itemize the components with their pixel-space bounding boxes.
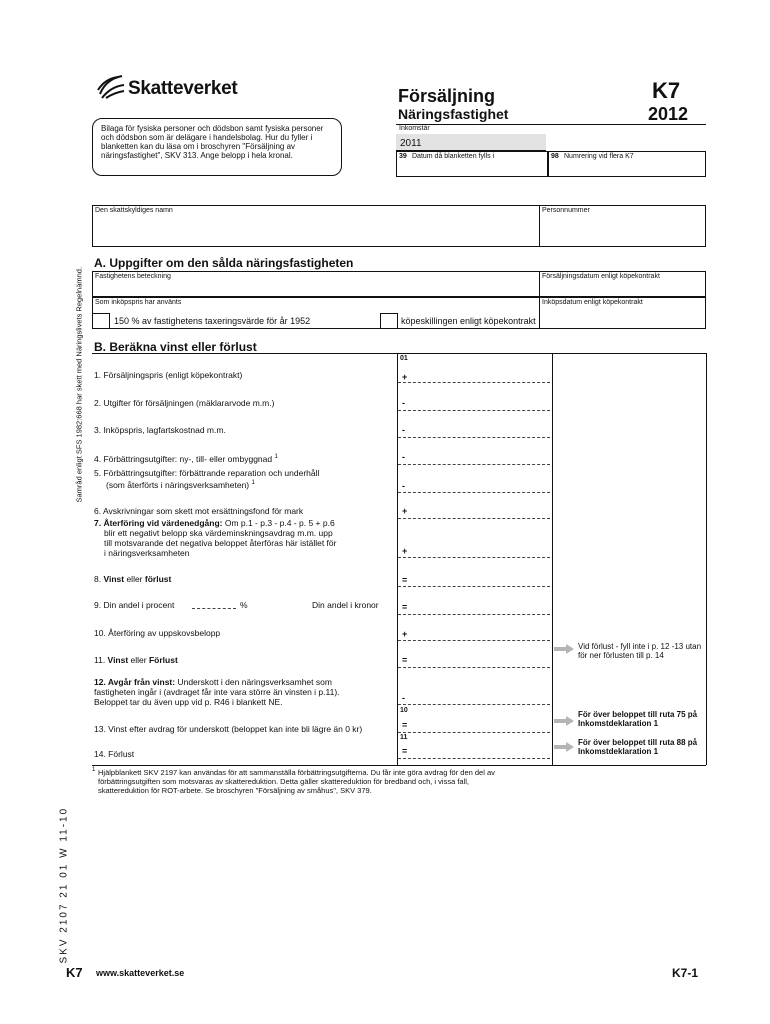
row-9-amount[interactable] bbox=[398, 596, 550, 614]
footer-url[interactable]: www.skatteverket.se bbox=[96, 968, 185, 978]
option-contract-label: köpeskillingen enligt köpekontrakt bbox=[401, 316, 536, 326]
row-13-amount[interactable] bbox=[398, 716, 550, 732]
taxpayer-name-label: Den skattskyldiges namn bbox=[95, 207, 173, 214]
row-10-label: 10. Återföring av uppskovsbelopp bbox=[94, 628, 221, 638]
row-9-percent-sign: % bbox=[240, 600, 248, 610]
row-6-label: 6. Avskrivningar som skett mot ersättningsfond för mark bbox=[94, 506, 304, 516]
row-9-kronor-label: Din andel i kronor bbox=[312, 600, 379, 610]
row-3-amount[interactable] bbox=[398, 419, 550, 437]
row-10-amount[interactable] bbox=[398, 622, 550, 640]
footer-code: K7 bbox=[66, 965, 83, 980]
row-7-amount[interactable] bbox=[398, 538, 550, 556]
row-2-amount[interactable] bbox=[398, 392, 550, 410]
row-9-label: 9. Din andel i procent bbox=[94, 600, 175, 610]
row-8-bold2: förlust bbox=[144, 574, 172, 584]
row-11-bold2: Förlust bbox=[148, 655, 178, 665]
skatteverket-logo bbox=[96, 72, 256, 102]
amount-column-10: 10 bbox=[400, 707, 408, 714]
row-8-prefix: 8. bbox=[94, 574, 104, 584]
row-4-label: 4. Förbättringsutgifter: ny-, till- eller ombyggnad bbox=[94, 453, 273, 464]
row-4-label-wrap bbox=[94, 452, 278, 464]
field-98-label: Numrering vid flera K7 bbox=[564, 153, 634, 160]
row-13-op: = bbox=[402, 720, 408, 730]
section-b-heading: B. Beräkna vinst eller förlust bbox=[94, 340, 257, 354]
purchase-date-label: Inköpsdatum enligt köpekontrakt bbox=[542, 299, 643, 306]
field-39-num: 39 bbox=[399, 153, 407, 160]
row-5-amount[interactable] bbox=[398, 474, 550, 492]
row-12-bold: 12. Avgår från vinst: bbox=[94, 677, 176, 687]
row-1-label: 1. Försäljningspris (enligt köpekontrakt) bbox=[94, 370, 243, 380]
row-7-label-bold: 7. Återföring vid värdenedgång: bbox=[94, 518, 223, 528]
row-11-label-wrap bbox=[94, 655, 178, 665]
intro-box bbox=[92, 118, 342, 176]
row-8-bold: Vinst bbox=[103, 574, 125, 584]
row-4-footnote-mark: 1 bbox=[274, 454, 278, 460]
row-1-op: + bbox=[402, 372, 408, 382]
row-14-amount[interactable] bbox=[398, 742, 550, 758]
row-3-label: 3. Inköpspris, lagfartskostnad m.m. bbox=[94, 425, 226, 435]
row-14-op: = bbox=[402, 746, 408, 756]
row-11-bold: Vinst bbox=[107, 655, 129, 665]
row-3-op: - bbox=[402, 425, 405, 435]
row-11-op: = bbox=[402, 655, 408, 665]
form-year: 2012 bbox=[648, 104, 689, 124]
row-5-op: - bbox=[402, 481, 405, 491]
row-2-label: 2. Utgifter för försäljningen (mäklararvode m.m.) bbox=[94, 398, 275, 408]
row-11-mid: eller bbox=[128, 655, 149, 665]
row-2-op: - bbox=[402, 398, 405, 408]
row-12-op: - bbox=[402, 693, 405, 703]
form-title: Försäljning bbox=[398, 86, 496, 106]
intro-text: Bilaga för fysiska personer och dödsbon samt fysiska personer och dödsbon som är delägare i handelsbolag. Hur du fyller i blanketten kan du läsa om i broschyren "Försäljning av näringsfastighet", SKV 313. Ange belopp i hela kronal. bbox=[101, 124, 324, 160]
note-ruta-88: För över beloppet till ruta 88 på Inkomstdeklaration 1 bbox=[578, 738, 698, 756]
row-4-op: - bbox=[402, 452, 405, 462]
row-7-label-wrap bbox=[94, 518, 335, 528]
footnote-text: Hjälpblankett SKV 2197 kan användas för att sammanställa förbättringsutgifterna. Du får inte göra avdrag för den del av förbättringsutgiften som motsvaras av skattereduktion. Detta gäller skattereduktion för bredband och, i vissa fall, skattereduktion för ROT-arbete. Se broschyren "Försäljning av småhus", SKV 379. bbox=[98, 768, 495, 795]
row-7-label4: i näringsverksamheten bbox=[104, 548, 190, 558]
row-7-label3: till motsvarande det negativa beloppet återföras här istället för bbox=[104, 538, 337, 548]
row-7-label2: blir ett negativt belopp ska värdeminskningsavdrag m.m. upp bbox=[104, 528, 333, 538]
field-98-num: 98 bbox=[551, 153, 559, 160]
row-6-op: + bbox=[402, 506, 408, 516]
arrow-right-icon bbox=[554, 742, 574, 752]
section-a-heading: A. Uppgifter om den sålda näringsfastigheten bbox=[94, 256, 354, 270]
row-10-op: + bbox=[402, 629, 408, 639]
crown-logo-icon bbox=[96, 72, 126, 100]
row-9-op: = bbox=[402, 602, 408, 612]
sale-date-label: Försäljningsdatum enligt köpekontrakt bbox=[542, 273, 660, 280]
arrow-right-icon bbox=[554, 644, 574, 654]
note-loss: Vid förlust - fyll inte i p. 12 -13 utan för ner förlusten till p. 14 bbox=[578, 642, 702, 660]
designation-label: Fastighetens beteckning bbox=[95, 273, 171, 280]
row-8-op: = bbox=[402, 575, 408, 585]
row-12-label: Underskott i den näringsverksamhet som bbox=[175, 677, 332, 687]
row-11-prefix: 11. bbox=[94, 655, 108, 665]
field-39-label: Datum då blanketten fylls i bbox=[412, 153, 495, 160]
row-12-amount[interactable] bbox=[398, 688, 550, 704]
row-13-label: 13. Vinst efter avdrag för underskott (beloppet kan inte bli lägre än 0 kr) bbox=[94, 724, 363, 734]
row-8-amount[interactable] bbox=[398, 568, 550, 586]
row-7-op: + bbox=[402, 546, 408, 556]
row-7-label: Om p.1 - p.3 - p.4 - p. 5 + p.6 bbox=[222, 518, 335, 528]
row-9-percent-input[interactable] bbox=[192, 608, 236, 609]
footnote-mark: 1 bbox=[92, 767, 96, 773]
form-code-vertical: SKV 2107 21 01 W 11-10 bbox=[58, 806, 70, 964]
row-12-label-wrap bbox=[94, 677, 332, 687]
form-subtitle: Näringsfastighet bbox=[398, 106, 509, 122]
regelnamnd-note: Samråd enligt SFS 1982:668 har skett med Näringslivets Regelnämnd. bbox=[74, 266, 84, 503]
option-contract-checkbox[interactable] bbox=[380, 313, 398, 329]
income-year-value: 2011 bbox=[400, 138, 422, 149]
brand-name: Skatteverket bbox=[128, 78, 238, 99]
row-8-label-wrap bbox=[94, 574, 171, 584]
row-6-amount[interactable] bbox=[398, 500, 550, 518]
row-11-amount[interactable] bbox=[398, 649, 550, 667]
option-1952-checkbox[interactable] bbox=[92, 313, 110, 329]
arrow-right-icon bbox=[554, 716, 574, 726]
amount-column-01: 01 bbox=[400, 355, 408, 362]
amount-column-11: 11 bbox=[400, 734, 408, 741]
income-year-label: Inkomstår bbox=[399, 125, 430, 132]
row-12-label2: fastigheten ingår i (avdraget får inte vara större än vinsten i p.11). bbox=[94, 687, 340, 697]
row-5-footnote-mark: 1 bbox=[251, 480, 255, 486]
row-12-label3: Beloppet tar du även upp vid p. R46 i blankett NE. bbox=[94, 697, 283, 707]
row-5-label2: (som återförts i näringsverksamheten) bbox=[106, 479, 250, 490]
row-14-label: 14. Förlust bbox=[94, 749, 135, 759]
row-4-amount[interactable] bbox=[398, 446, 550, 464]
row-1-amount[interactable] bbox=[398, 364, 550, 382]
row-5-label: 5. Förbättringsutgifter: förbättrande reparation och underhåll bbox=[94, 468, 320, 478]
option-1952-label: 150 % av fastighetens taxeringsvärde för år 1952 bbox=[114, 316, 311, 326]
note-ruta-75: För över beloppet till ruta 75 på Inkomstdeklaration 1 bbox=[578, 710, 698, 728]
personnummer-label: Personnummer bbox=[542, 207, 590, 214]
form-code: K7 bbox=[652, 78, 681, 103]
row-8-mid: eller bbox=[124, 574, 145, 584]
row-5-label2-wrap bbox=[106, 478, 255, 490]
purchase-price-label: Som inköpspris har använts bbox=[95, 299, 182, 306]
footer-page: K7-1 bbox=[672, 966, 699, 980]
